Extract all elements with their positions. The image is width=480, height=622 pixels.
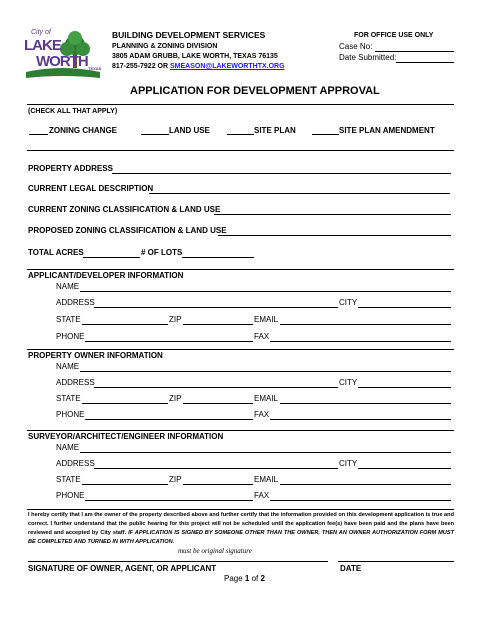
applicant-address-field[interactable]: [94, 307, 338, 308]
certification-statement: I hereby certify that I am the owner of the property described above and further certify that the information provided on this development application is true and correct. I further understand that the public hearing for this project will not be scheduled until the application fee(s) have been paid and the plans have been reviewed and accepted by City staff.: [28, 512, 454, 536]
surveyor-city-field[interactable]: [358, 468, 451, 469]
applicant-state-label: STATE: [56, 315, 81, 324]
surveyor-phone-field[interactable]: [85, 500, 253, 501]
applicant-state-field[interactable]: [82, 324, 168, 325]
org-email-link[interactable]: SMEASON@LAKEWORTHTX.ORG: [169, 63, 285, 70]
applicant-city-field[interactable]: [358, 307, 451, 308]
property-address-field[interactable]: [112, 173, 451, 174]
applicant-name-label: NAME: [56, 282, 80, 291]
applicant-phone-label: PHONE: [56, 332, 85, 341]
applicant-email-field[interactable]: [280, 324, 451, 325]
owner-zip-label: ZIP: [169, 394, 182, 403]
lots-label: # OF LOTS: [141, 248, 183, 257]
owner-phone-field[interactable]: [85, 419, 253, 420]
surveyor-address-field[interactable]: [94, 468, 338, 469]
proposed-zoning-label: PROPOSED ZONING CLASSIFICATION & LAND USE: [28, 226, 227, 235]
applicant-name-field[interactable]: [80, 291, 451, 292]
surveyor-name-field[interactable]: [80, 452, 451, 453]
total-acres-label: TOTAL ACRES: [28, 248, 84, 257]
divider: [27, 509, 454, 510]
applicant-fax-field[interactable]: [270, 341, 451, 342]
surveyor-name-label: NAME: [56, 443, 80, 452]
check-zoning-change[interactable]: [29, 134, 48, 135]
org-name: BUILDING DEVELOPMENT SERVICES: [112, 30, 266, 40]
surveyor-city-label: CITY: [339, 459, 358, 468]
total-acres-field[interactable]: [83, 257, 140, 258]
owner-email-label: EMAIL: [254, 394, 279, 403]
section-surveyor-title: SURVEYOR/ARCHITECT/ENGINEER INFORMATION: [28, 432, 224, 441]
owner-zip-field[interactable]: [183, 403, 253, 404]
property-address-label: PROPERTY ADDRESS: [28, 164, 113, 173]
owner-address-field[interactable]: [94, 387, 338, 388]
lots-field[interactable]: [182, 257, 254, 258]
signature-date-label: DATE: [340, 564, 362, 573]
applicant-zip-field[interactable]: [183, 324, 253, 325]
logo-city-text: City of: [31, 29, 51, 36]
logo-texas-text: TEXAS: [88, 66, 102, 71]
signature-field[interactable]: [28, 561, 328, 562]
org-address: 3805 ADAM GRUBB, LAKE WORTH, TEXAS 76135: [112, 53, 278, 60]
applicant-city-label: CITY: [339, 298, 358, 307]
check-land-use[interactable]: [141, 134, 169, 135]
check-note: (CHECK ALL THAT APPLY): [28, 108, 118, 115]
owner-state-field[interactable]: [82, 403, 168, 404]
check-site-plan-amendment[interactable]: [312, 134, 339, 135]
signature-label: SIGNATURE OF OWNER, AGENT, OR APPLICANT: [28, 564, 217, 573]
owner-phone-label: PHONE: [56, 410, 85, 419]
certification-text: [28, 511, 454, 547]
section-applicant-title: APPLICANT/DEVELOPER INFORMATION: [28, 271, 184, 280]
surveyor-zip-label: ZIP: [169, 475, 182, 484]
divider: [27, 269, 454, 270]
check-label-land-use: LAND USE: [169, 126, 210, 135]
office-use-title: FOR OFFICE USE ONLY: [354, 32, 434, 39]
page-total: 2: [260, 574, 265, 583]
applicant-address-label: ADDRESS: [56, 298, 95, 307]
owner-fax-field[interactable]: [270, 419, 451, 420]
owner-address-label: ADDRESS: [56, 378, 95, 387]
signature-note: must be original signature: [178, 547, 252, 555]
surveyor-address-label: ADDRESS: [56, 459, 95, 468]
case-no-label: Case No:: [339, 42, 373, 51]
check-label-site-plan: SITE PLAN: [254, 126, 296, 135]
section-owner-title: PROPERTY OWNER INFORMATION: [28, 351, 163, 360]
certification-emphasis: IF APPLICATION IS SIGNED BY SOMEONE OTHER THAN THE OWNER, THEN AN OWNER AUTHORIZATION FORM MUST BE COMPLETED AND TURNED IN WITH APPLICATION.: [28, 530, 454, 545]
page-of: of: [249, 574, 261, 583]
page-number: [224, 574, 265, 583]
legal-description-field[interactable]: [149, 193, 450, 194]
owner-name-label: NAME: [56, 362, 80, 371]
division-name: PLANNING & ZONING DIVISION: [112, 43, 218, 50]
surveyor-zip-field[interactable]: [183, 484, 253, 485]
org-contact: [112, 63, 285, 70]
applicant-fax-label: FAX: [254, 332, 270, 341]
owner-city-label: CITY: [339, 378, 358, 387]
signature-date-field[interactable]: [338, 561, 454, 562]
surveyor-fax-label: FAX: [254, 491, 270, 500]
legal-description-label: CURRENT LEGAL DESCRIPTION: [28, 184, 154, 193]
divider: [27, 349, 454, 350]
check-label-zoning-change: ZONING CHANGE: [49, 126, 117, 135]
applicant-zip-label: ZIP: [169, 315, 182, 324]
divider: [27, 104, 454, 105]
divider: [27, 150, 454, 151]
logo-worth-text: WORTH: [36, 53, 88, 70]
owner-email-field[interactable]: [280, 403, 451, 404]
current-zoning-label: CURRENT ZONING CLASSIFICATION & LAND USE: [28, 205, 221, 214]
owner-fax-label: FAX: [254, 410, 270, 419]
date-submitted-label: Date Submitted:: [339, 53, 397, 62]
case-no-field[interactable]: [375, 51, 454, 52]
page-title: APPLICATION FOR DEVELOPMENT APPROVAL: [130, 85, 380, 97]
org-phone: 817-255-7922 OR: [112, 63, 170, 70]
owner-name-field[interactable]: [80, 371, 451, 372]
surveyor-state-label: STATE: [56, 475, 81, 484]
page-current: 1: [244, 574, 250, 583]
divider: [27, 430, 454, 431]
check-site-plan[interactable]: [227, 134, 254, 135]
surveyor-email-field[interactable]: [280, 484, 451, 485]
owner-state-label: STATE: [56, 394, 81, 403]
surveyor-fax-field[interactable]: [270, 500, 451, 501]
check-label-site-plan-amendment: SITE PLAN AMENDMENT: [339, 126, 435, 135]
logo-lake-text: LAKE: [24, 37, 61, 54]
proposed-zoning-field[interactable]: [218, 235, 451, 236]
current-zoning-field[interactable]: [214, 214, 451, 215]
city-logo: [22, 28, 104, 84]
owner-city-field[interactable]: [358, 387, 451, 388]
date-submitted-field[interactable]: [396, 62, 454, 63]
applicant-phone-field[interactable]: [85, 341, 253, 342]
applicant-email-label: EMAIL: [254, 315, 279, 324]
surveyor-phone-label: PHONE: [56, 491, 85, 500]
page-prefix: Page: [224, 574, 245, 583]
surveyor-email-label: EMAIL: [254, 475, 279, 484]
surveyor-state-field[interactable]: [82, 484, 168, 485]
